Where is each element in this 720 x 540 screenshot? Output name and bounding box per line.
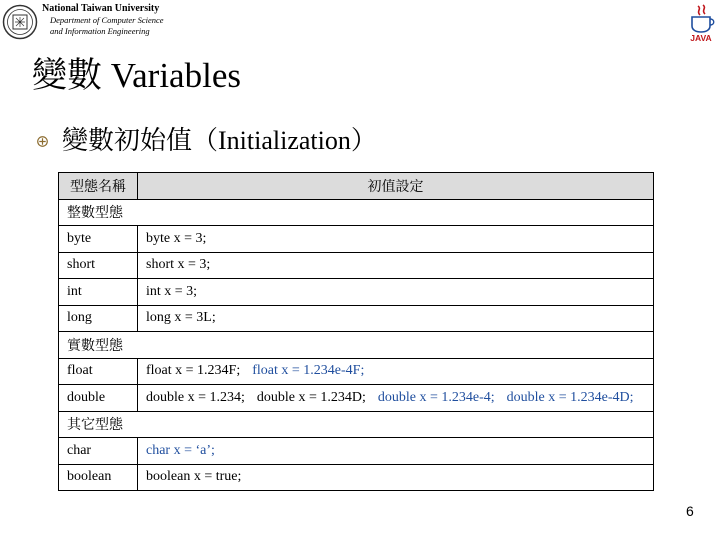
university-name: National Taiwan University (42, 3, 160, 14)
init-cell (138, 385, 654, 412)
variable-init-table (58, 172, 654, 491)
java-logo-text: JAVA (690, 33, 712, 42)
init-value: double x = 1.234e-4D; (506, 389, 634, 405)
table-row (59, 305, 654, 332)
section-other: 其它型態 (59, 411, 654, 438)
init-cell (138, 358, 654, 385)
table-row (59, 358, 654, 385)
init-cell: long x = 3L; (138, 305, 654, 332)
circled-plus-bullet-icon (37, 136, 48, 147)
init-value: float x = 1.234e-4F; (252, 363, 365, 379)
init-cell: int x = 3; (138, 279, 654, 306)
slide-title: 變數 Variables (32, 56, 241, 95)
init-cell: short x = 3; (138, 252, 654, 279)
page-number: 6 (686, 503, 694, 519)
table-row (59, 438, 654, 465)
table-row (59, 464, 654, 491)
header-initial-value: 初值設定 (138, 173, 654, 200)
header-type-name: 型態名稱 (59, 173, 138, 200)
table-row (59, 385, 654, 412)
department-line-2: and Information Engineering (50, 26, 150, 36)
type-cell: byte (59, 226, 138, 253)
ntu-seal-icon (2, 2, 38, 42)
type-cell: long (59, 305, 138, 332)
slide-subtitle: 變數初始值（Initialization） (62, 126, 377, 155)
init-value: double x = 1.234e-4; (377, 389, 495, 405)
init-cell: boolean x = true; (138, 464, 654, 491)
section-row (59, 411, 654, 438)
init-cell: char x = ‘a’; (138, 438, 654, 465)
table-row (59, 252, 654, 279)
type-cell: boolean (59, 464, 138, 491)
java-logo-icon (684, 2, 718, 42)
type-cell: double (59, 385, 138, 412)
init-value: float x = 1.234F; (146, 363, 241, 379)
type-cell: float (59, 358, 138, 385)
init-value: double x = 1.234D; (256, 389, 366, 405)
department-name (50, 15, 164, 37)
section-row (59, 199, 654, 226)
department-line-1: Department of Computer Science (50, 15, 164, 25)
init-value: double x = 1.234; (146, 389, 245, 405)
table-row (59, 279, 654, 306)
section-integer: 整數型態 (59, 199, 654, 226)
type-cell: char (59, 438, 138, 465)
section-row (59, 332, 654, 359)
table-row (59, 226, 654, 253)
table-header-row (59, 173, 654, 200)
init-cell: byte x = 3; (138, 226, 654, 253)
type-cell: int (59, 279, 138, 306)
type-cell: short (59, 252, 138, 279)
section-real: 實數型態 (59, 332, 654, 359)
